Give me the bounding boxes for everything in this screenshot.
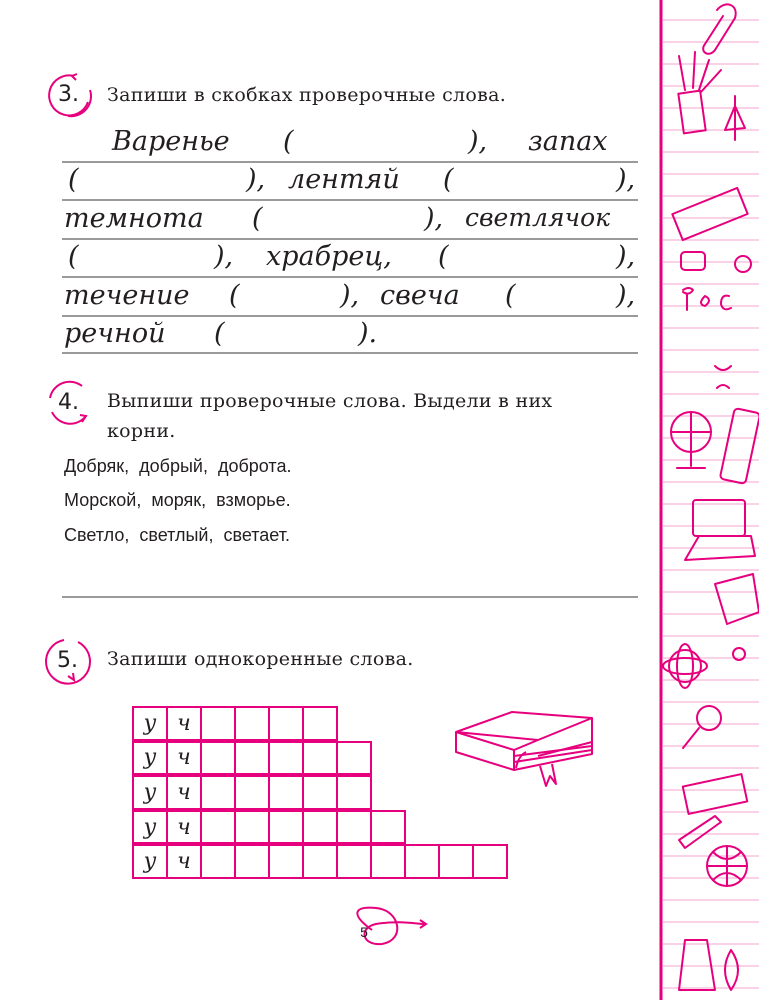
grid-cell-empty[interactable] [336, 810, 372, 845]
task4-row: Светло, светлый, светает. [64, 525, 290, 545]
writing-line [62, 161, 638, 163]
book-icon [452, 706, 600, 790]
word-svecha: свеча [380, 280, 460, 311]
grid-cell-empty[interactable] [370, 844, 406, 879]
grid-cell-letter: у [132, 775, 168, 810]
word-khrabrets: храбрец, [266, 241, 392, 272]
grid-cell-empty[interactable] [336, 844, 372, 879]
grid-cell-letter: ч [166, 810, 202, 845]
paren-open: ( [214, 318, 225, 349]
grid-cell-empty[interactable] [234, 810, 270, 845]
writing-line [62, 315, 638, 317]
paren-open: ( [283, 126, 294, 157]
grid-row [132, 844, 506, 879]
word-temnota: темнота [64, 203, 204, 234]
grid-cell-empty[interactable] [404, 844, 440, 879]
grid-cell-letter: ч [166, 844, 202, 879]
page-number: 5 [360, 924, 368, 940]
paren-close: ), [214, 241, 234, 272]
paren-open: ( [443, 164, 454, 195]
word-techenie: течение [64, 280, 190, 311]
grid-cell-empty[interactable] [200, 775, 236, 810]
paren-close: ), [616, 164, 636, 195]
answer-line [62, 596, 638, 598]
grid-cell-empty[interactable] [200, 810, 236, 845]
word-rechnoy: речной [64, 318, 166, 349]
page-swirl-icon [320, 900, 440, 950]
grid-cell-letter: у [132, 706, 168, 741]
task4-instruction-line2: корни. [107, 420, 176, 442]
writing-line [62, 352, 638, 354]
word-varenye: Варенье [112, 126, 230, 157]
word-svetlyachok: светлячок [465, 203, 611, 232]
grid-cell-empty[interactable] [302, 741, 338, 776]
paren-close: ), [616, 241, 636, 272]
grid-cell-letter: у [132, 741, 168, 776]
grid-cell-empty[interactable] [200, 844, 236, 879]
paren-open: ( [229, 280, 240, 311]
task5-number: 5. [57, 648, 78, 673]
task5-instruction: Запиши однокоренные слова. [107, 648, 414, 670]
paren-close: ), [616, 280, 636, 311]
task4-row: Морской, моряк, взморье. [64, 490, 291, 510]
grid-cell-empty[interactable] [200, 706, 236, 741]
grid-cell-empty[interactable] [336, 741, 372, 776]
task4-number-badge [44, 378, 94, 428]
grid-cell-empty[interactable] [302, 844, 338, 879]
word-lentyay: лентяй [288, 164, 400, 195]
task3-number-badge [44, 72, 94, 120]
writing-line [62, 199, 638, 201]
paren-open: ( [438, 241, 449, 272]
grid-cell-empty[interactable] [268, 775, 304, 810]
paren-close: ), [340, 280, 360, 311]
task3-number: 3. [58, 82, 79, 107]
paren-close: ), [468, 126, 488, 157]
decorative-sidebar [655, 0, 759, 1000]
grid-cell-empty[interactable] [268, 706, 304, 741]
grid-cell-empty[interactable] [234, 775, 270, 810]
grid-cell-empty[interactable] [336, 775, 372, 810]
grid-cell-empty[interactable] [302, 706, 338, 741]
word-zapah: запах [528, 126, 608, 157]
grid-cell-empty[interactable] [234, 741, 270, 776]
paren-close: ). [358, 318, 378, 349]
paren-close: ), [424, 203, 444, 234]
grid-cell-empty[interactable] [370, 810, 406, 845]
grid-cell-letter: ч [166, 706, 202, 741]
grid-row [132, 810, 506, 845]
task4-instruction-line1: Выпиши проверочные слова. Выдели в них [107, 390, 553, 412]
grid-cell-empty[interactable] [268, 844, 304, 879]
paren-open: ( [252, 203, 263, 234]
grid-row [132, 775, 506, 810]
task5-number-badge [42, 636, 96, 688]
paren-open: ( [505, 280, 516, 311]
letter-grid [132, 706, 506, 879]
grid-cell-empty[interactable] [302, 810, 338, 845]
grid-row [132, 706, 506, 741]
task4-number: 4. [58, 390, 79, 415]
grid-cell-empty[interactable] [472, 844, 508, 879]
writing-line [62, 276, 638, 278]
writing-line [62, 238, 638, 240]
grid-cell-empty[interactable] [268, 741, 304, 776]
paren-open: ( [68, 164, 79, 195]
grid-cell-letter: у [132, 810, 168, 845]
paren-open: ( [68, 241, 79, 272]
grid-cell-letter: ч [166, 775, 202, 810]
grid-cell-empty[interactable] [234, 844, 270, 879]
task4-row: Добряк, добрый, доброта. [64, 456, 292, 476]
grid-cell-letter: у [132, 844, 168, 879]
grid-cell-letter: ч [166, 741, 202, 776]
paren-close: ), [246, 164, 266, 195]
grid-cell-empty[interactable] [438, 844, 474, 879]
grid-cell-empty[interactable] [302, 775, 338, 810]
school-doodles-icon [655, 0, 759, 1000]
grid-cell-empty[interactable] [268, 810, 304, 845]
grid-row [132, 741, 506, 776]
grid-cell-empty[interactable] [200, 741, 236, 776]
task3-instruction: Запиши в скобках проверочные слова. [107, 84, 507, 106]
grid-cell-empty[interactable] [234, 706, 270, 741]
